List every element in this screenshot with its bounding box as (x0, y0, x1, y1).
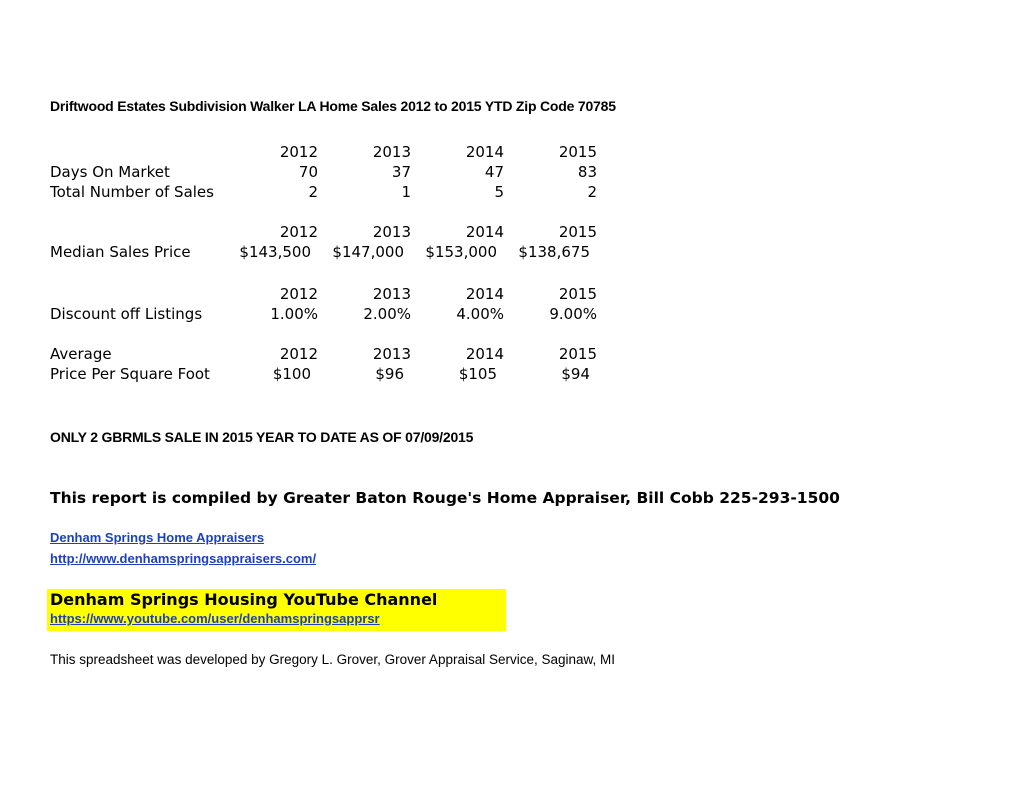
total-sales-value: 2 (587, 183, 597, 201)
youtube-url-link[interactable]: https://www.youtube.com/user/denhamspringsapprsr (50, 611, 380, 626)
discount-value: 2.00% (363, 305, 411, 323)
year-header: 2012 (279, 345, 318, 363)
year-header: 2015 (558, 143, 597, 161)
total-sales-row (0, 182, 1024, 202)
discount-value: 4.00% (456, 305, 504, 323)
year-header: 2014 (465, 285, 504, 303)
developer-footer: This spreadsheet was developed by Gregory L. Grover, Grover Appraisal Service, Saginaw, MI (50, 652, 616, 667)
price-per-sqft-value: $96 (375, 365, 404, 383)
youtube-highlight-box (47, 589, 506, 631)
days-on-market-value: 37 (391, 163, 411, 181)
discount-value: 1.00% (270, 305, 318, 323)
median-price-row (0, 242, 1024, 262)
median-price-value: $153,000 (425, 243, 497, 261)
compiled-by-text: This report is compiled by Greater Baton Rouge's Home Appraiser, Bill Cobb 225-293-1500 (50, 489, 840, 507)
year-header: 2015 (558, 345, 597, 363)
year-header: 2014 (465, 143, 504, 161)
year-header: 2014 (465, 223, 504, 241)
year-header: 2013 (372, 345, 411, 363)
days-on-market-value: 83 (577, 163, 597, 181)
median-price-value: $143,500 (239, 243, 311, 261)
discount-value: 9.00% (549, 305, 597, 323)
days-on-market-value: 70 (298, 163, 318, 181)
price-per-sqft-header-row (0, 344, 1024, 364)
years-header-row (0, 222, 1024, 242)
sales-notice: ONLY 2 GBRMLS SALE IN 2015 YEAR TO DATE AS OF 07/09/2015 (50, 429, 474, 445)
year-header: 2013 (372, 223, 411, 241)
days-on-market-label: Days On Market (50, 163, 170, 181)
discount-row (0, 304, 1024, 324)
year-header: 2014 (465, 345, 504, 363)
year-header: 2013 (372, 143, 411, 161)
total-sales-value: 2 (308, 183, 318, 201)
price-per-sqft-label: Price Per Square Foot (50, 365, 210, 383)
year-header: 2012 (279, 285, 318, 303)
report-title: Driftwood Estates Subdivision Walker LA Home Sales 2012 to 2015 YTD Zip Code 70785 (50, 98, 616, 114)
median-price-value: $138,675 (518, 243, 590, 261)
discount-label: Discount off Listings (50, 305, 203, 323)
year-header: 2013 (372, 285, 411, 303)
total-sales-value: 5 (494, 183, 504, 201)
year-header: 2012 (279, 143, 318, 161)
youtube-channel-title: Denham Springs Housing YouTube Channel (50, 590, 438, 609)
median-price-label: Median Sales Price (50, 243, 191, 261)
price-per-sqft-value: $105 (458, 365, 497, 383)
days-on-market-row (0, 162, 1024, 182)
year-header: 2015 (558, 285, 597, 303)
price-per-sqft-value: $100 (272, 365, 311, 383)
year-header: 2015 (558, 223, 597, 241)
year-header: 2012 (279, 223, 318, 241)
days-on-market-value: 47 (484, 163, 504, 181)
price-per-sqft-value: $94 (561, 365, 590, 383)
total-sales-label: Total Number of Sales (50, 183, 214, 201)
price-per-sqft-row (0, 364, 1024, 384)
appraisers-url-link[interactable]: http://www.denhamspringsappraisers.com/ (50, 551, 317, 566)
years-header-row (0, 142, 1024, 162)
median-price-value: $147,000 (332, 243, 404, 261)
years-header-row (0, 284, 1024, 304)
average-label: Average (50, 345, 112, 363)
appraisers-link[interactable]: Denham Springs Home Appraisers (50, 530, 265, 545)
total-sales-value: 1 (401, 183, 411, 201)
